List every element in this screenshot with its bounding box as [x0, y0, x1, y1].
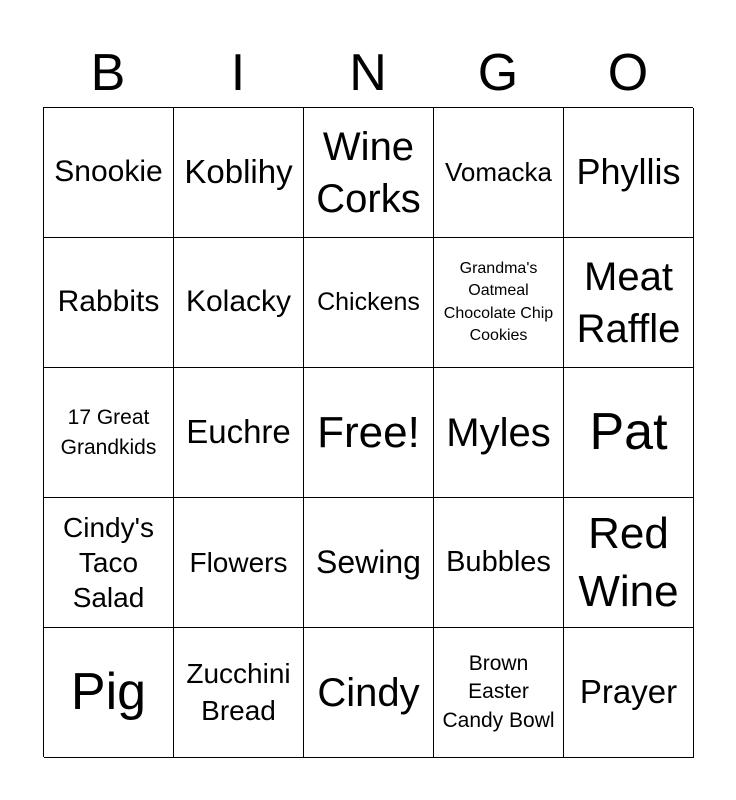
header-letter-n: N: [349, 44, 387, 102]
bingo-cell[interactable]: [174, 628, 304, 758]
cell-label: Flowers: [189, 546, 288, 578]
bingo-cell[interactable]: [174, 498, 304, 628]
bingo-cell[interactable]: [564, 108, 694, 238]
cell-label: Kolacky: [185, 285, 292, 319]
bingo-cell[interactable]: [44, 238, 174, 368]
bingo-cell[interactable]: [304, 238, 434, 368]
bingo-cell[interactable]: [434, 368, 564, 498]
cell-label: Rabbits: [57, 285, 160, 319]
cell-label: Pig: [70, 663, 147, 722]
bingo-cell[interactable]: [174, 238, 304, 368]
bingo-cell[interactable]: [434, 628, 564, 758]
cell-label: Grandma's Oatmeal Chocolate Chip Cookies: [443, 259, 554, 344]
bingo-cell[interactable]: [44, 108, 174, 238]
cell-label: 17 Great Grandkids: [60, 406, 157, 459]
bingo-cell[interactable]: [564, 238, 694, 368]
cell-label: Meat Raffle: [576, 254, 681, 351]
free-space-label: Free!: [317, 407, 420, 457]
bingo-cell[interactable]: [434, 238, 564, 368]
bingo-cell[interactable]: [434, 108, 564, 238]
bingo-cell[interactable]: [564, 628, 694, 758]
cell-label: Phyllis: [576, 151, 681, 193]
cell-label: Pat: [589, 403, 668, 462]
header-letter-o: O: [607, 44, 649, 102]
bingo-cell[interactable]: [304, 628, 434, 758]
header-letter-b: B: [90, 44, 126, 102]
bingo-cell[interactable]: [174, 108, 304, 238]
bingo-cell[interactable]: [564, 368, 694, 498]
bingo-board: [43, 107, 693, 757]
bingo-cell[interactable]: [44, 628, 174, 758]
cell-label: Koblihy: [184, 153, 293, 191]
cell-label: Red Wine: [578, 509, 679, 616]
cell-label: Euchre: [186, 413, 291, 451]
cell-label: Sewing: [316, 543, 421, 580]
bingo-cell[interactable]: [304, 108, 434, 238]
bingo-cell[interactable]: [304, 498, 434, 628]
cell-label: Brown Easter Candy Bowl: [442, 651, 555, 732]
cell-label: Chickens: [317, 287, 420, 316]
header-letter-g: G: [477, 44, 519, 102]
bingo-header: [43, 38, 693, 108]
cell-label: Bubbles: [446, 545, 551, 578]
free-space-cell[interactable]: [304, 368, 434, 498]
cell-label: Vomacka: [445, 156, 552, 187]
cell-label: Zucchini Bread: [186, 658, 291, 726]
cell-label: Snookie: [54, 155, 163, 189]
bingo-cell[interactable]: [434, 498, 564, 628]
cell-label: Wine Corks: [316, 124, 421, 221]
bingo-cell[interactable]: [44, 368, 174, 498]
cell-label: Cindy's Taco Salad: [63, 512, 154, 613]
cell-label: Prayer: [579, 673, 678, 711]
bingo-cell[interactable]: [174, 368, 304, 498]
cell-label: Cindy: [317, 670, 420, 715]
bingo-cell[interactable]: [44, 498, 174, 628]
header-letter-i: I: [230, 44, 246, 102]
cell-label: Myles: [446, 410, 551, 455]
bingo-cell[interactable]: [564, 498, 694, 628]
